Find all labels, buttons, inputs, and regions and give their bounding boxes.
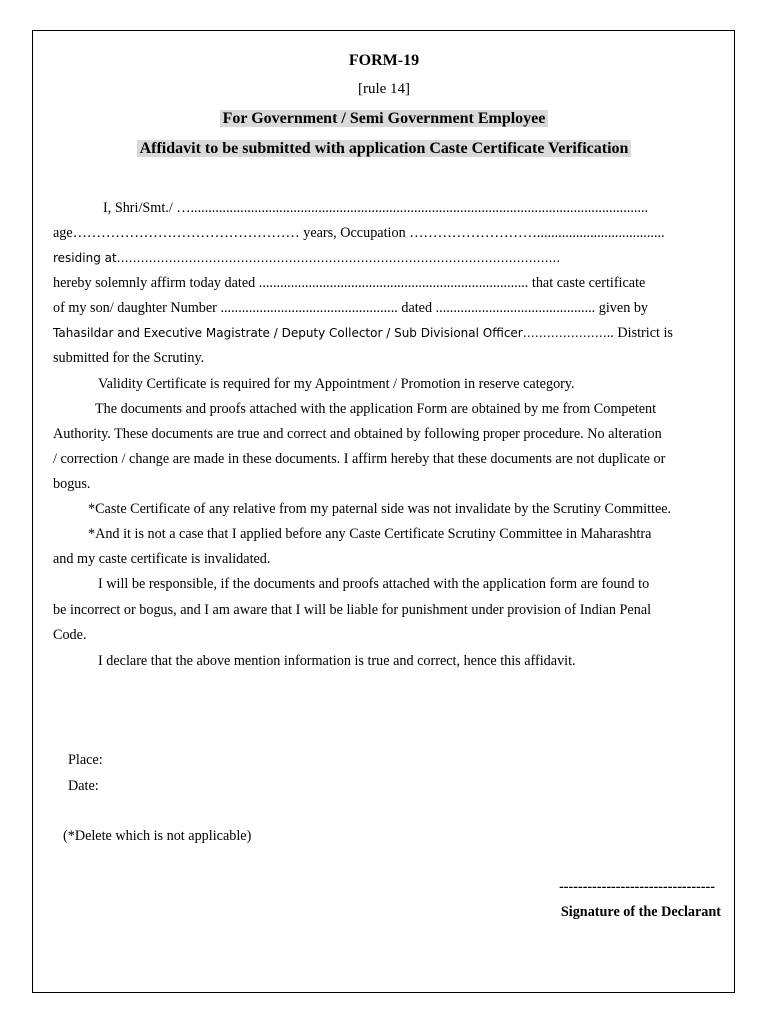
delete-note: (*Delete which is not applicable) [63,828,252,844]
title-text: Affidavit to be submitted with application Caste Certificate Verification [137,140,632,157]
residence-line: residing at………………………………………………………………………………………………... [53,251,561,265]
validity-paragraph: Validity Certificate is required for my Appointment / Promotion in reserve category. [98,376,575,392]
documents-paragraph-3: / correction / change are made in these documents. I affirm hereby that these documents are not duplicate or [53,451,666,467]
committee-paragraph-1: *And it is not a case that I applied before any Caste Certificate Scrutiny Committee in Maharashtra [88,526,652,542]
responsibility-paragraph-2: be incorrect or bogus, and I am aware that I will be liable for punishment under provision of Indian Penal [53,602,652,618]
issuing-authority-line [53,324,673,342]
form-number: FORM-19 [348,52,420,69]
district-text: .. District is [606,325,673,341]
responsibility-paragraph-3: Code. [53,627,87,643]
page-title [0,140,768,158]
authority-text: Tahasildar and Executive Magistrate / Deputy Collector / Sub Divisional Officer………………… [53,326,607,340]
signature-line: --------------------------------- [559,879,715,895]
certificate-number-line: of my son/ daughter Number .................................................. dated ............................................. given by [53,300,649,316]
documents-paragraph-2: Authority. These documents are true and correct and obtained by following proper procedure. No alteration [53,426,662,442]
date-label: Date: [68,778,99,794]
place-label: Place: [68,752,103,768]
relative-paragraph: *Caste Certificate of any relative from my paternal side was not invalidate by the Scrutiny Committee. [88,501,672,517]
scrutiny-line: submitted for the Scrutiny. [53,350,205,366]
subtitle [0,110,768,128]
affirm-date-line: hereby solemnly affirm today dated ............................................................................ that caste certificate [53,275,646,291]
declarant-name-line: I, Shri/Smt./ …................................................................................................................................. [103,200,649,216]
declaration-paragraph: I declare that the above mention information is true and correct, hence this affidavit. [98,653,576,669]
rule-reference: [rule 14] [357,81,411,97]
documents-paragraph-1: The documents and proofs attached with the application Form are obtained by me from Competent [95,401,657,417]
responsibility-paragraph-1: I will be responsible, if the documents and proofs attached with the application form are found to [98,576,650,592]
subtitle-text: For Government / Semi Government Employee [220,110,549,127]
age-occupation-line: age………………………………………… years, Occupation ……………………….................................... [53,225,665,241]
committee-paragraph-2: and my caste certificate is invalidated. [53,551,271,567]
documents-paragraph-4: bogus. [53,476,91,492]
signature-label: Signature of the Declarant [560,904,721,920]
